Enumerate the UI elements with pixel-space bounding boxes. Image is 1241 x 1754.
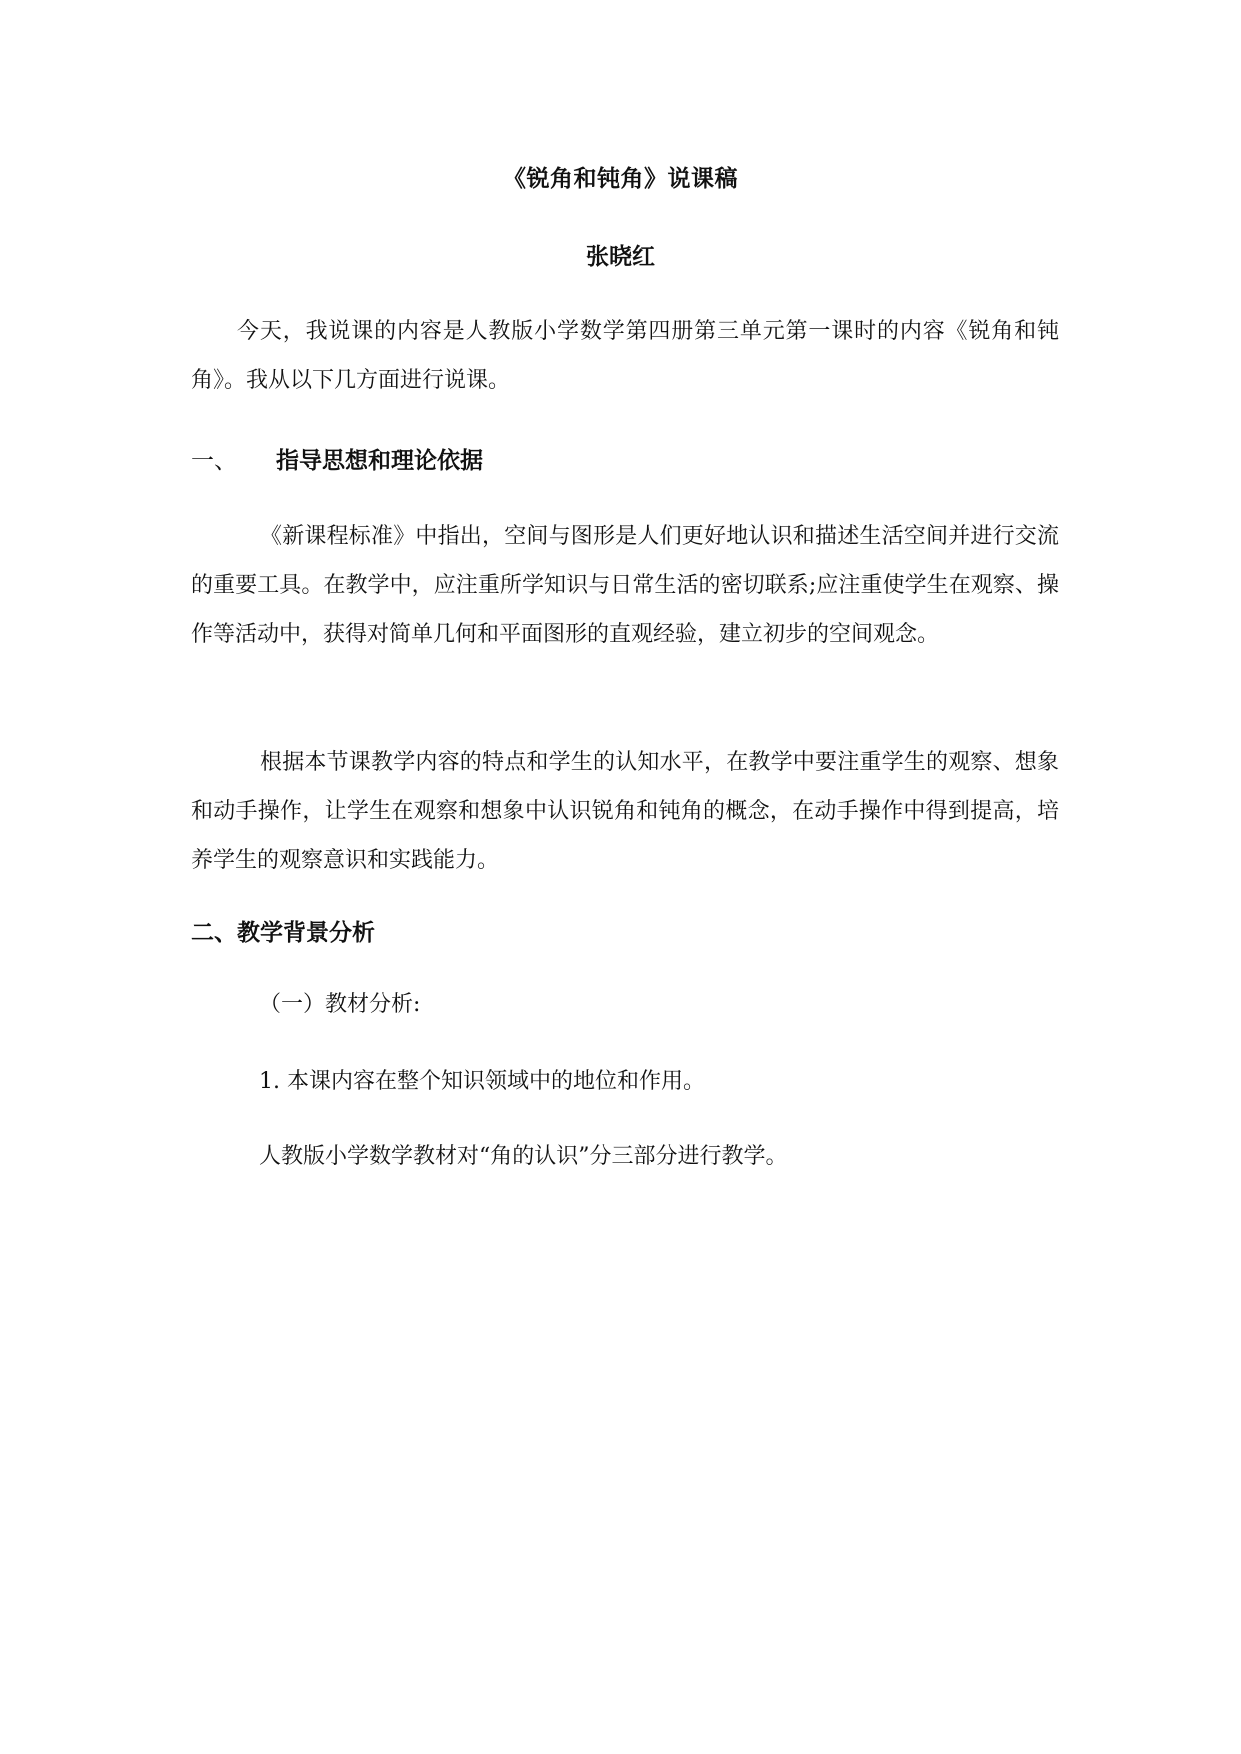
list-item: 1. 本课内容在整个知识领域中的地位和作用。 bbox=[259, 1069, 705, 1094]
section-1-heading bbox=[191, 441, 483, 481]
section-2-heading: 二、教学背景分析 bbox=[191, 920, 375, 946]
intro-paragraph: 今天，我说课的内容是人教版小学数学第四册第三单元第一课时的内容《锐角和钝角》。我从以下几方面进行说课。 bbox=[191, 319, 1059, 393]
document-title: 《锐角和钝角》说课稿 bbox=[503, 166, 738, 192]
guiding-paragraph: 《新课程标准》中指出，空间与图形是人们更好地认识和描述生活空间并进行交流的重要工具。在教学中，应注重所学知识与日常生活的密切联系;应注重使学生在观察、操作等活动中，获得对简单几何和平面图形的直观经验，建立初步的空间观念。 bbox=[191, 524, 1059, 647]
document-author: 张晓红 bbox=[586, 244, 655, 270]
subsection-heading: （一）教材分析: bbox=[259, 992, 421, 1017]
body-text-line: 人教版小学数学教材对“角的认识”分三部分进行教学。 bbox=[259, 1144, 788, 1169]
section-1-title: 指导思想和理论依据 bbox=[276, 448, 483, 474]
section-1-number: 一、 bbox=[191, 448, 237, 474]
basis-paragraph: 根据本节课教学内容的特点和学生的认知水平，在教学中要注重学生的观察、想象和动手操作，让学生在观察和想象中认识锐角和钝角的概念，在动手操作中得到提高，培养学生的观察意识和实践能力。 bbox=[191, 750, 1059, 873]
